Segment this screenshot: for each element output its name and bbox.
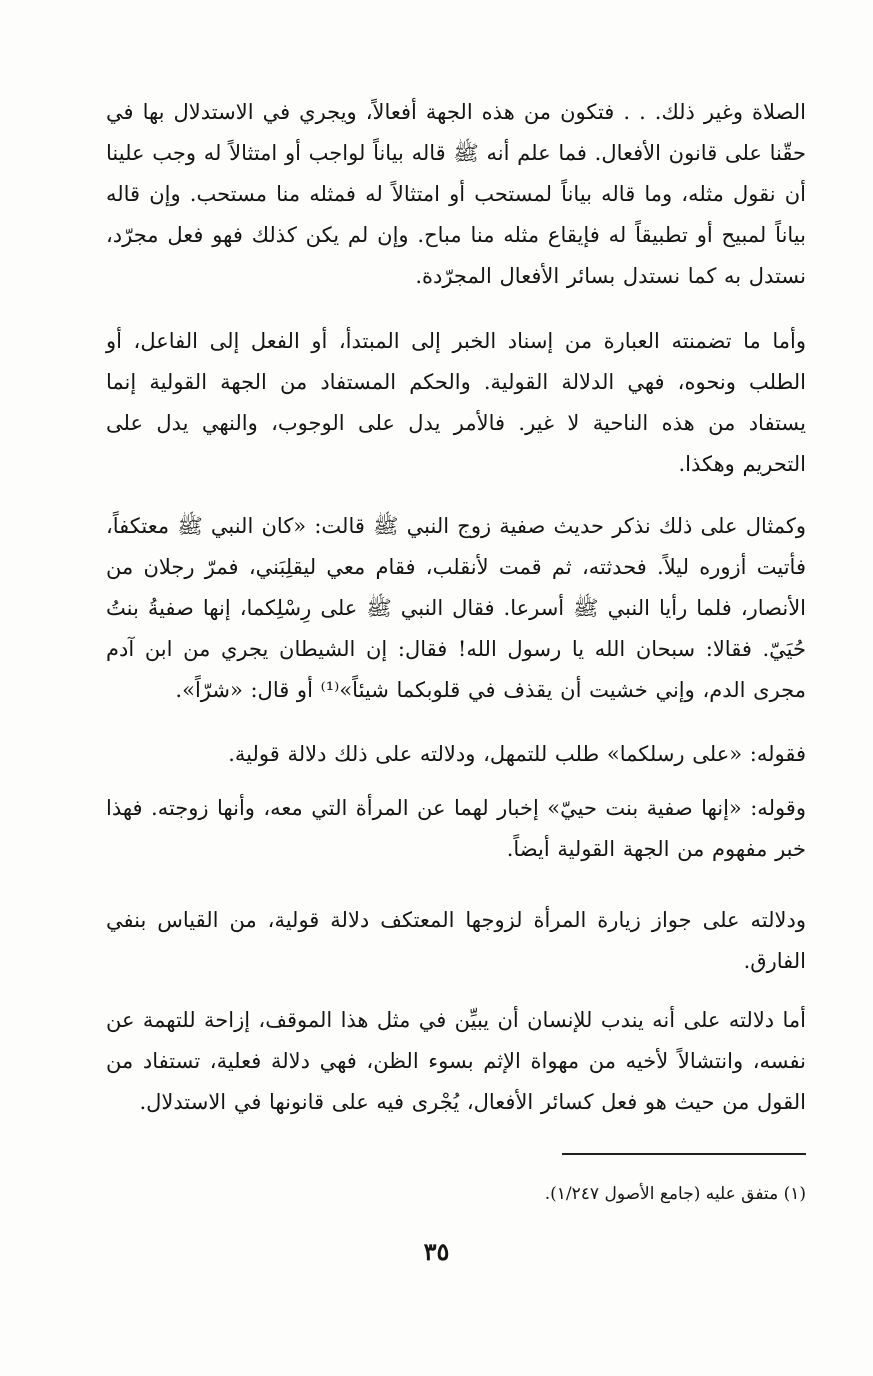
footnote-divider xyxy=(562,1153,806,1155)
page-number: ٣٥ xyxy=(423,1237,450,1266)
paragraph-safiyya-hadith: وكمثال على ذلك نذكر حديث صفية زوج النبي ﷺ قالت: «كان النبي ﷺ معتكفاً، فأتيت أزوره ليلاً. فحدثته، ثم قمت لأنقلب، فقام معي ليقلِبَني، فمرّ رجلان من الأنصار، فلما رأيا النبي ﷺ أسرعا. فقال النبي ﷺ على رِسْلِكما، إنها صفيةُ بنتُ حُيَيّ. فقالا: سبحان الله يا رسول الله! فقال: إن الشيطان يجري من ابن آدم مجرى الدم، وإني خشيت أن يقذف في قلوبكما شيئاً»⁽¹⁾ أو قال: «شرّاً». xyxy=(106,514,806,702)
paragraph-ala-rislikuma: فقوله: «على رسلكما» طلب للتمهل، ودلالته على ذلك دلالة قولية. xyxy=(228,742,806,766)
paragraph-visiting-spouse: ودلالته على جواز زيارة المرأة لزوجها المعتكف دلالة قولية، من القياس بنفي الفارق. xyxy=(106,908,806,973)
paragraph-actional-indication: أما دلالته على أنه يندب للإنسان أن يبيِّن في مثل هذا الموقف، إزاحة للتهمة عن نفسه، وانتشالاً لأخيه من مهواة الإثم بسوء الظن، فهي دلالة فعلية، تستفاد من القول من حيث هو فعل كسائر الأفعال، يُجْرى فيه على قانونها في الاستدلال. xyxy=(106,1008,806,1114)
footnote: (١) متفق عليه (جامع الأصول ١/٢٤٧). xyxy=(544,1184,806,1204)
paragraph-innaha-safiyya: وقوله: «إنها صفية بنت حييّ» إخبار لهما عن المرأة التي معه، وأنها زوجته. فهذا خبر مفهوم من الجهة القولية أيضاً. xyxy=(106,796,806,861)
paragraph-actions-as-deeds: الصلاة وغير ذلك. . . فتكون من هذه الجهة أفعالاً، ويجري في الاستدلال بها في حقّنا على قانون الأفعال. فما علم أنه ﷺ قاله بياناً لواجب أو امتثالاً له وجب علينا أن نقول مثله، وما قاله بياناً لمستحب أو امتثالاً له فمثله منا مستحب. وإن قاله بياناً لمبيح أو تطبيقاً له فإيقاع مثله منا مباح. وإن لم يكن كذلك فهو فعل مجرّد، نستدل به كما نستدل بسائر الأفعال المجرّدة. xyxy=(106,100,806,288)
paragraph-verbal-indication: وأما ما تضمنته العبارة من إسناد الخبر إلى المبتدأ، أو الفعل إلى الفاعل، أو الطلب ونحوه، فهي الدلالة القولية. والحكم المستفاد من الجهة القولية إنما يستفاد من هذه الناحية لا غير. فالأمر يدل على الوجوب، والنهي يدل على التحريم وهكذا. xyxy=(106,329,806,476)
